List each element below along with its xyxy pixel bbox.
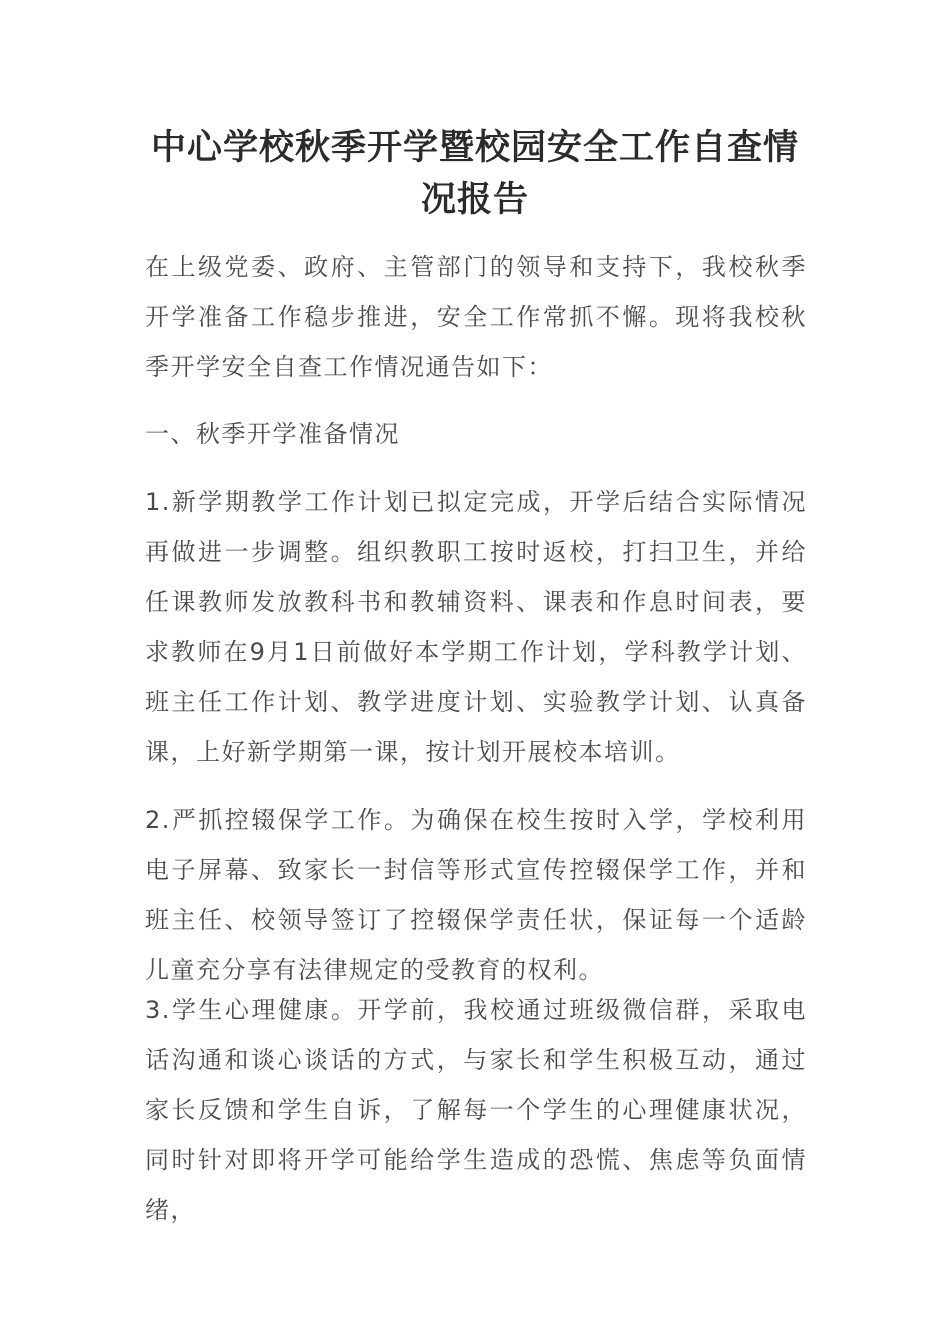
section-heading: 一、秋季开学准备情况 (145, 420, 400, 448)
document-title: 中心学校秋季开学暨校园安全工作自查情况报告 (150, 127, 799, 220)
paragraph-item-1: 1.新学期教学工作计划已拟定完成，开学后结合实际情况再做进一步调整。组织教职工按时返校，打扫卫生，并给任课教师发放教科书和教辅资料、课表和作息时间表，要求教师在9月1日前做好本学期工作计划，学科教学计划、班主任工作计划、教学进度计划、实验教学计划、认真备课，上好新学期第一课，按计划开展校本培训。 (145, 488, 807, 766)
paragraph-item-2: 2.严抓控辍保学工作。为确保在校生按时入学，学校利用电子屏幕、致家长一封信等形式宣传控辍保学工作，并和班主任、校领导签订了控辍保学责任状，保证每一个适龄儿童充分享有法律规定的受教育的权利。 (145, 806, 807, 984)
paragraph-item-3: 3.学生心理健康。开学前，我校通过班级微信群，采取电话沟通和谈心谈话的方式，与家长和学生积极互动，通过家长反馈和学生自诉，了解每一个学生的心理健康状况，同时针对即将开学可能给学生造成的恐慌、焦虑等负面情绪， (145, 996, 807, 1224)
intro-paragraph: 在上级党委、政府、主管部门的领导和支持下，我校秋季开学准备工作稳步推进，安全工作常抓不懈。现将我校秋季开学安全自查工作情况通告如下： (145, 253, 807, 381)
